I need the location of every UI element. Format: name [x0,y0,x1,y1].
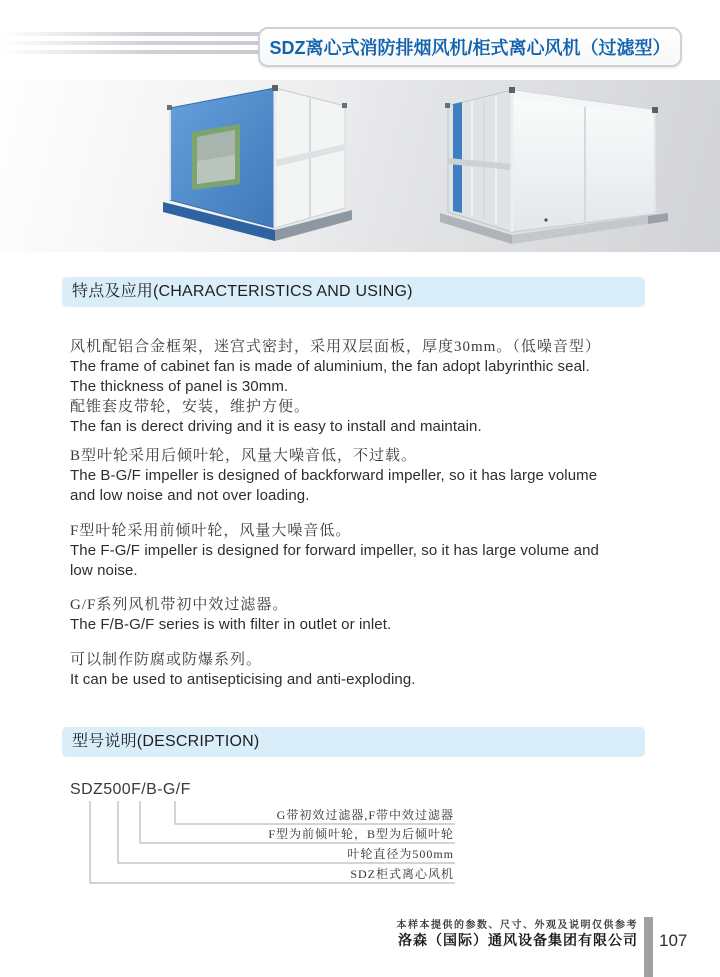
text-line-en: The thickness of panel is 30mm. [70,378,289,395]
model-code: SDZ500F/B-G/F [70,781,191,798]
characteristics-paragraph [70,650,630,690]
page-number: 107 [659,931,688,950]
model-label: 叶轮直径为500mm [347,847,454,861]
text-line-zh: F型叶轮采用前倾叶轮，风量大噪音低。 [70,523,352,539]
characteristics-paragraph [70,337,630,437]
characteristics-paragraph [70,521,630,581]
white-cabinet-fan-image [440,87,668,244]
company-name: 洛森（国际）通风设备集团有限公司 [398,932,638,948]
model-label: SDZ柜式离心风机 [350,867,454,881]
text-line-en: The F-G/F impeller is designed for forward impeller, so it has large volume and [70,542,599,559]
text-line-zh: B型叶轮采用后倾叶轮，风量大噪音低，不过载。 [70,448,418,464]
page-title-box [258,27,682,67]
model-label: F型为前倾叶轮，B型为后倾叶轮 [268,827,454,841]
section-heading-description: 型号说明(DESCRIPTION) [62,727,645,757]
text-line-zh: 风机配铝合金框架，迷宫式密封，采用双层面板，厚度30mm。（低噪音型） [70,339,601,355]
characteristics-paragraph [70,595,630,635]
text-line-en: It can be used to antisepticising and anti-exploding. [70,671,416,688]
text-line-en: The frame of cabinet fan is made of aluminium, the fan adopt labyrinthic seal. [70,358,590,375]
text-line-en: The B-G/F impeller is designed of backforward impeller, so it has large volume [70,467,598,484]
section-heading-characteristics: 特点及应用(CHARACTERISTICS AND USING) [62,277,645,307]
text-line-en: The fan is derect driving and it is easy to install and maintain. [70,418,482,435]
product-image-band [0,80,720,252]
text-line-en: The F/B-G/F series is with filter in outlet or inlet. [70,616,392,633]
text-line-en: low noise. [70,562,138,579]
page-title: SDZ离心式消防排烟风机/柜式离心风机（过滤型） [269,38,671,58]
product-photos [0,80,720,252]
footer-note: 本样本提供的参数、尺寸、外观及说明仅供参考 [396,920,638,931]
header-stripe [0,41,264,45]
text-line-zh: 可以制作防腐或防爆系列。 [70,652,263,668]
characteristics-paragraph [70,446,630,506]
text-line-zh: G/F系列风机带初中效过滤器。 [70,597,289,613]
text-line-zh: 配锥套皮带轮，安装，维护方便。 [70,399,311,415]
header-stripe [0,50,264,54]
text-line-en: and low noise and not over loading. [70,487,310,504]
model-label: G带初效过滤器,F带中效过滤器 [276,808,454,822]
header-stripe [0,32,264,36]
blue-cabinet-fan-image [163,85,352,241]
footer-divider-bar [644,917,653,977]
